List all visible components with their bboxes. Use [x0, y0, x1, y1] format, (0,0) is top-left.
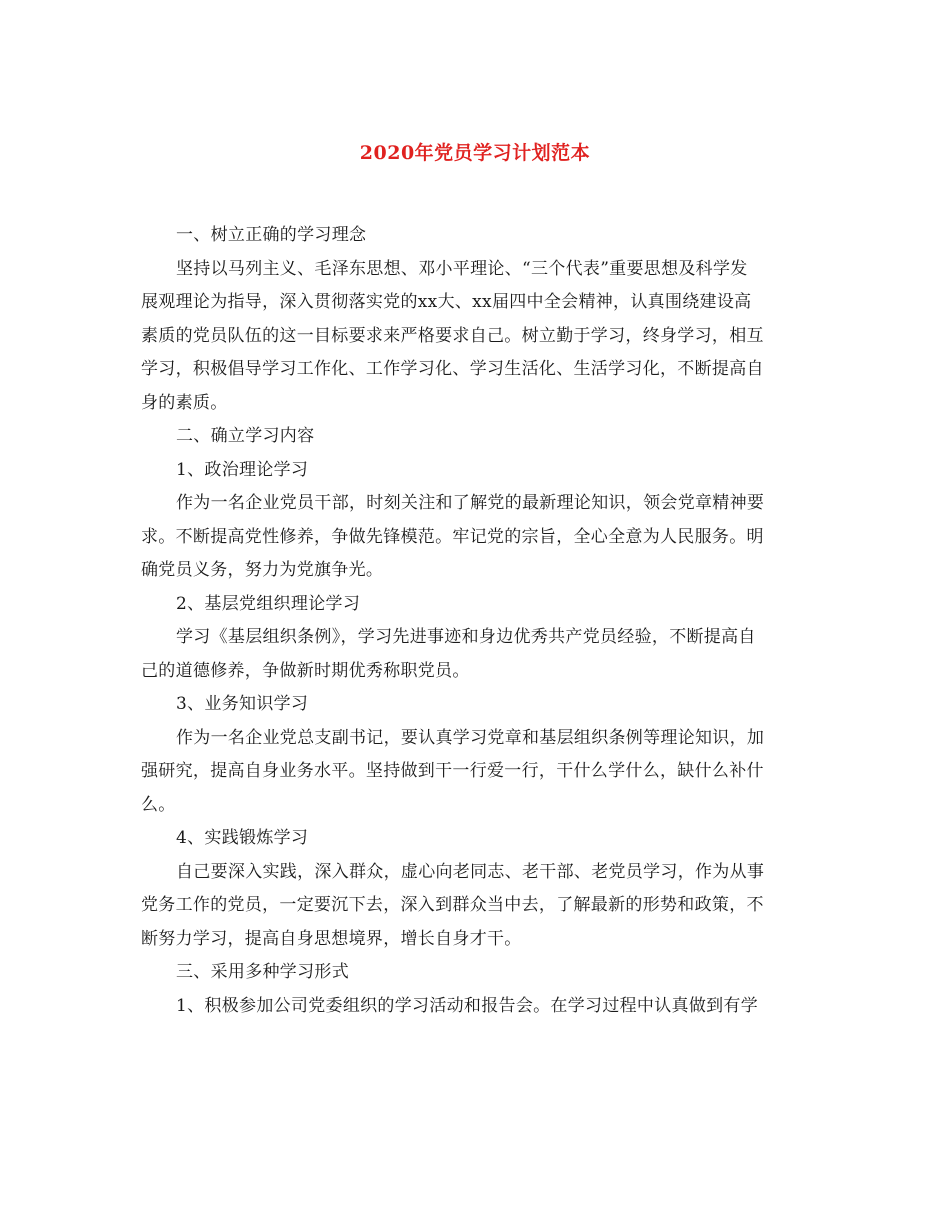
document-title: 2020年党员学习计划范本	[359, 142, 591, 164]
text-line: 2、基层党组织理论学习	[176, 593, 361, 614]
text-line: 么。	[141, 794, 176, 815]
text-line: 作为一名企业党员干部，时刻关注和了解党的最新理论知识，领会党章精神要	[176, 493, 765, 513]
text-line: 确党员义务，努力为党旗争光。	[141, 560, 384, 580]
text-line: 一、树立正确的学习理念	[176, 225, 367, 245]
text-line: 展观理论为指导，深入贯彻落实党的xx大、xx届四中全会精神，认真围绕建设高	[141, 292, 752, 312]
text-line: 党务工作的党员，一定要沉下去，深入到群众当中去，了解最新的形势和政策，不	[141, 895, 764, 915]
document-body	[141, 219, 813, 1023]
text-line: 三、采用多种学习形式	[176, 962, 349, 982]
text-line: 素质的党员队伍的这一目标要求来严格要求自己。树立勤于学习，终身学习，相互	[141, 325, 764, 346]
text-line: 学习，积极倡导学习工作化、工作学习化、学习生活化、生活学习化，不断提高自	[141, 359, 764, 379]
text-line: 求。不断提高党性修养，争做先锋模范。牢记党的宗旨，全心全意为人民服务。明	[141, 526, 764, 547]
text-line: 己的道德修养，争做新时期优秀称职党员。	[141, 660, 470, 681]
text-line: 二、确立学习内容	[176, 426, 315, 446]
text-line: 坚持以马列主义、毛泽东思想、邓小平理论、“三个代表”重要思想及科学发	[176, 258, 748, 279]
text-line: 作为一名企业党总支副书记，要认真学习党章和基层组织条例等理论知识，加	[176, 727, 765, 748]
text-line: 1、积极参加公司党委组织的学习活动和报告会。在学习过程中认真做到有学	[176, 995, 759, 1016]
text-line: 3、业务知识学习	[176, 694, 309, 714]
text-line: 4、实践锻炼学习	[176, 828, 309, 848]
text-line: 1、政治理论学习	[176, 459, 309, 480]
text-line: 学习《基层组织条例》，学习先进事迹和身边优秀共产党员经验，不断提高自	[176, 627, 756, 647]
text-line: 自己要深入实践，深入群众，虚心向老同志、老干部、老党员学习，作为从事	[176, 861, 765, 882]
text-line: 强研究，提高自身业务水平。坚持做到干一行爱一行，干什么学什么，缺什么补什	[141, 761, 764, 781]
text-line: 断努力学习，提高自身思想境界，增长自身才干。	[141, 928, 522, 949]
text-line: 身的素质。	[141, 392, 228, 413]
